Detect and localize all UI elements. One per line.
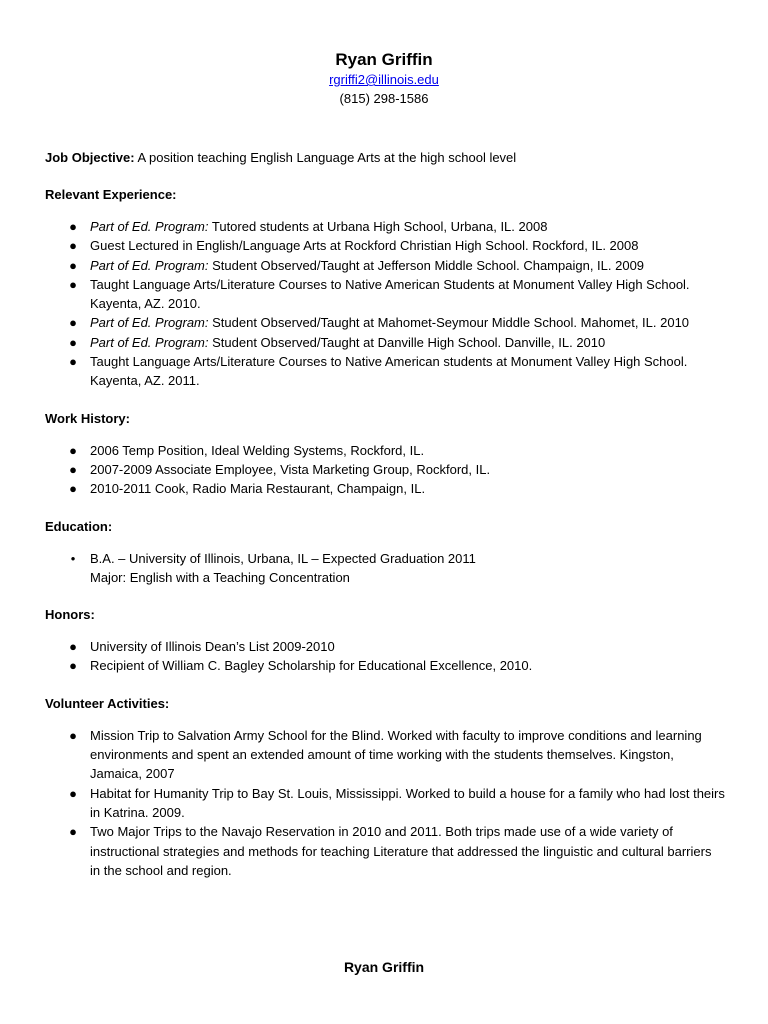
item-text: 2006 Temp Position, Ideal Welding Systems, Rockford, IL. <box>90 442 425 458</box>
resume-body <box>45 148 725 880</box>
list-item <box>45 313 725 332</box>
item-text: Taught Language Arts/Literature Courses to Native American students at Monument Valley High School. Kayenta, AZ. 2011. <box>90 354 688 389</box>
item-prefix: Part of Ed. Program: <box>90 219 209 234</box>
job-objective-label: Job Objective: <box>45 150 135 165</box>
email-link[interactable]: rgriffi2@illinois.edu <box>329 72 439 87</box>
item-text: Student Observed/Taught at Mahomet-Seymour Middle School. Mahomet, IL. 2010 <box>208 315 690 331</box>
bullet-dot-icon: ● <box>69 276 77 292</box>
experience-list <box>45 217 725 391</box>
item-text: 2007-2009 Associate Employee, Vista Marketing Group, Rockford, IL. <box>90 461 491 477</box>
candidate-name: Ryan Griffin <box>335 50 433 69</box>
job-objective-text: A position teaching English Language Arts at the high school level <box>134 150 517 165</box>
item-text: Tutored students at Urbana High School, Urbana, IL. 2008 <box>208 219 548 234</box>
volunteer-list <box>45 726 725 880</box>
list-item <box>45 352 725 391</box>
list-item <box>45 726 725 784</box>
list-item <box>45 822 725 880</box>
volunteer-section <box>45 694 725 880</box>
bullet-dot-icon: ● <box>69 658 77 674</box>
bullet-dot-icon: ● <box>69 334 77 350</box>
work-heading: Work History: <box>45 410 130 426</box>
bullet-dot-icon: ● <box>69 354 77 370</box>
bullet-dot-icon: ● <box>69 461 77 477</box>
bullet-dot-icon: ● <box>69 727 77 743</box>
volunteer-heading: Volunteer Activities: <box>45 695 170 711</box>
major-text: Major: English with a Teaching Concentration <box>90 569 350 585</box>
degree-text: B.A. – University of Illinois, Urbana, IL – Expected Graduation 2011 <box>90 550 476 566</box>
item-prefix: Part of Ed. Program: <box>90 315 209 331</box>
honors-list <box>45 637 725 676</box>
list-item <box>45 460 725 479</box>
list-item <box>45 441 725 460</box>
bullet-dot-icon: ● <box>69 315 77 331</box>
item-prefix: Part of Ed. Program: <box>90 257 209 273</box>
honors-section <box>45 605 725 676</box>
bullet-dot-icon: ● <box>69 442 77 458</box>
experience-heading: Relevant Experience: <box>45 187 177 202</box>
list-item <box>45 333 725 352</box>
bullet-dot-icon: ● <box>69 238 77 254</box>
bullet-dot-icon: ● <box>69 481 77 497</box>
footer-name: Ryan Griffin <box>343 959 425 975</box>
bullet-dot-icon: ● <box>69 257 77 273</box>
item-text: Two Major Trips to the Navajo Reservation in 2010 and 2011. Both trips made use of a wide variety of instructional strategies and methods for teaching Literature that addressed the linguistic and cultural barriers in the school and region. <box>90 824 712 878</box>
honors-heading: Honors: <box>45 607 95 623</box>
list-item <box>45 549 725 588</box>
item-text: Habitat for Humanity Trip to Bay St. Louis, Mississippi. Worked to build a house for a family who had lost theirs in Katrina. 2009. <box>90 785 725 820</box>
bullet-dot-icon: ● <box>69 785 77 801</box>
item-text: 2010-2011 Cook, Radio Maria Restaurant, Champaign, IL. <box>90 481 426 497</box>
work-section <box>45 409 725 499</box>
bullet-dot-icon: ● <box>69 824 77 840</box>
phone-number: (815) 298-1586 <box>339 91 429 106</box>
list-item <box>45 784 725 823</box>
education-list <box>45 549 725 588</box>
education-section <box>45 517 725 588</box>
bullet-dot-icon: • <box>70 550 76 566</box>
list-item <box>45 217 725 236</box>
work-list <box>45 441 725 499</box>
list-item <box>45 479 725 498</box>
item-text: University of Illinois Dean’s List 2009-2010 <box>90 639 335 655</box>
list-item <box>45 236 725 255</box>
item-text: Mission Trip to Salvation Army School for the Blind. Worked with faculty to improve conditions and learning environments and spent an extended amount of time working with the students themselves. Kingston, Jamaica, 2007 <box>90 727 702 782</box>
bullet-dot-icon: ● <box>69 639 77 655</box>
resume-header <box>0 49 768 108</box>
list-item <box>45 275 725 314</box>
list-item <box>45 637 725 656</box>
list-item <box>45 656 725 675</box>
item-prefix: Part of Ed. Program: <box>90 334 209 350</box>
item-text: Student Observed/Taught at Jefferson Middle School. Champaign, IL. 2009 <box>208 257 645 273</box>
item-text: Recipient of William C. Bagley Scholarship for Educational Excellence, 2010. <box>90 658 533 674</box>
experience-section <box>45 185 725 391</box>
item-text: Taught Language Arts/Literature Courses to Native American Students at Monument Valley High School. Kayenta, AZ. 2010. <box>90 276 690 312</box>
education-heading: Education: <box>45 518 113 534</box>
bullet-dot-icon: ● <box>69 219 77 234</box>
list-item <box>45 256 725 275</box>
item-text: Student Observed/Taught at Danville High School. Danville, IL. 2010 <box>208 334 606 350</box>
job-objective <box>45 148 725 167</box>
item-text: Guest Lectured in English/Language Arts at Rockford Christian High School. Rockford, IL. 2008 <box>90 238 639 254</box>
